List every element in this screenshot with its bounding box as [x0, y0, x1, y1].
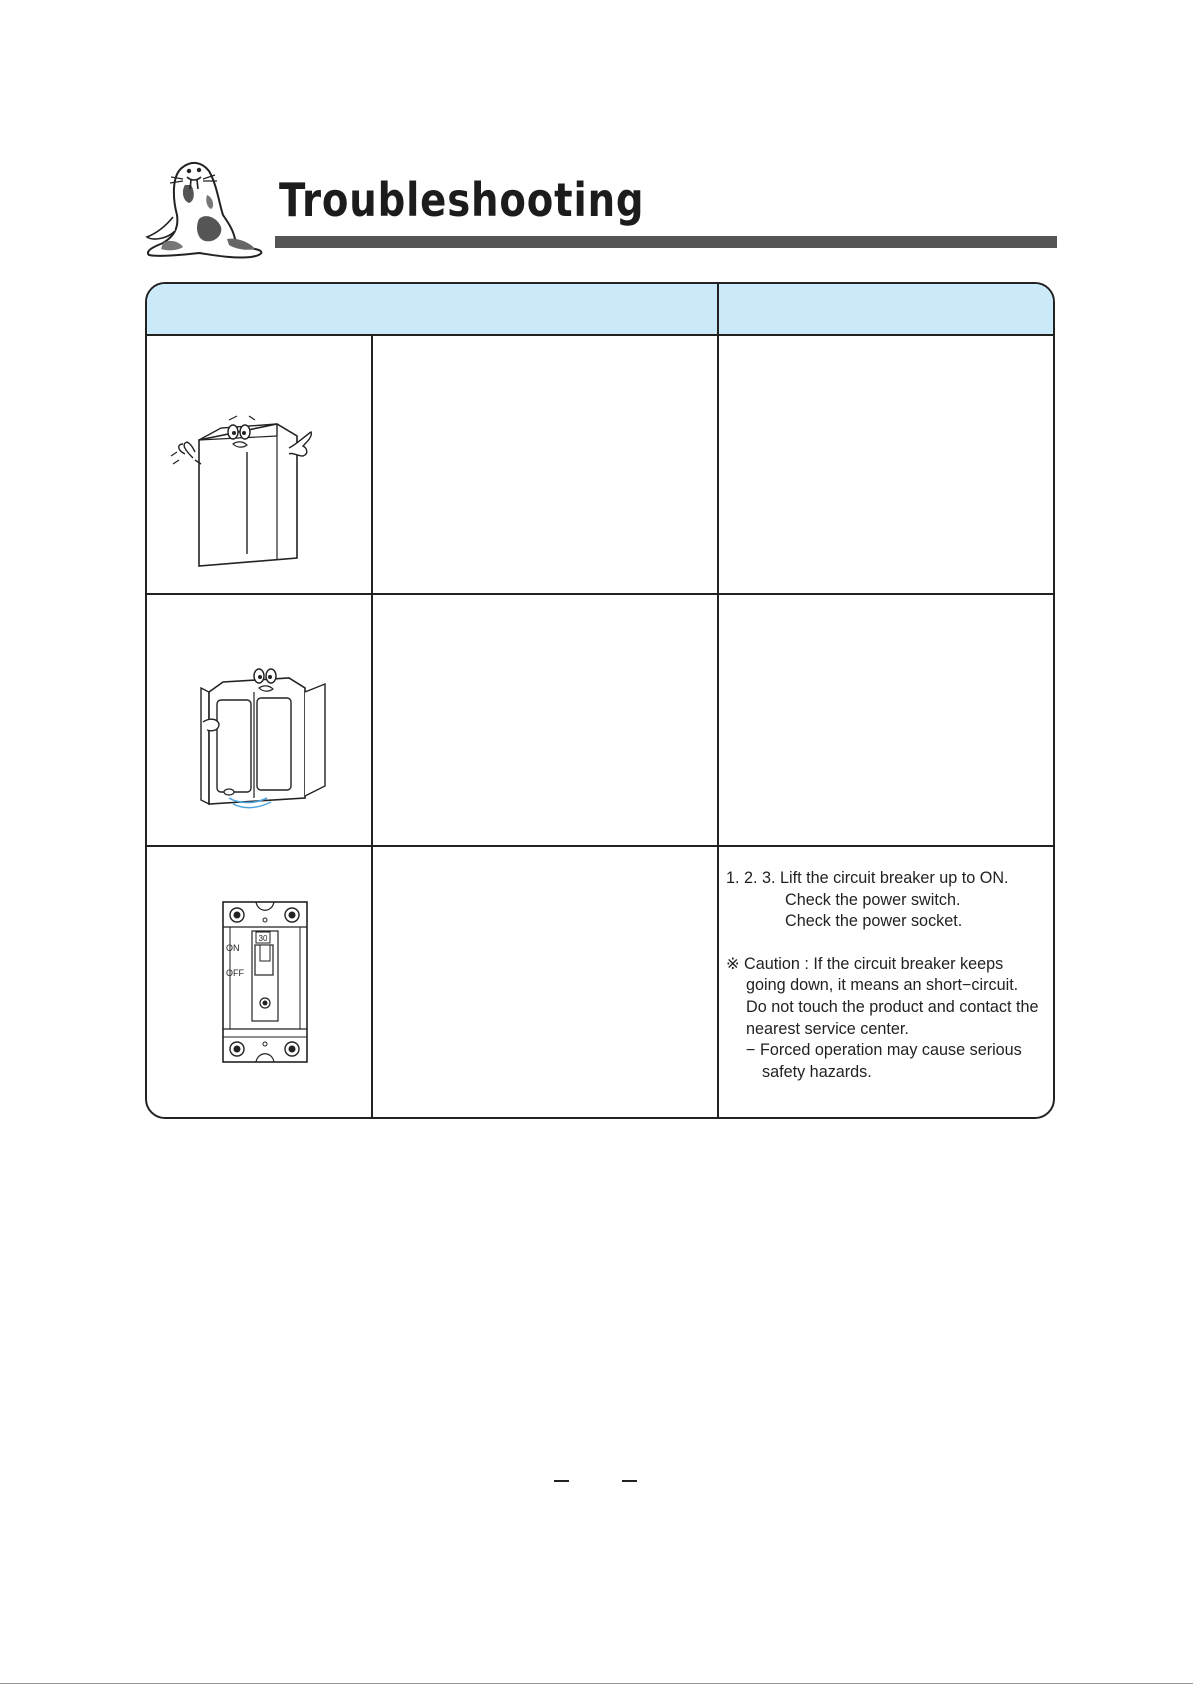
- solution-line: 1. 2. 3. Lift the circuit breaker up to ON.: [726, 869, 1009, 887]
- troubleshooting-table: [145, 282, 1055, 1119]
- page-number-dash: [622, 1480, 637, 1482]
- row-divider: [147, 593, 1053, 595]
- caution-line: nearest service center.: [746, 1019, 909, 1038]
- breaker-rating-label: 30: [258, 934, 268, 943]
- walrus-mascot-icon: [143, 155, 269, 261]
- solution-text-row-3: [726, 868, 1055, 1083]
- solution-line: Check the power socket.: [785, 912, 963, 931]
- breaker-off-label: OFF: [226, 968, 244, 978]
- line-spacer: [726, 933, 1055, 954]
- page-number-dash: [554, 1480, 569, 1482]
- refrigerator-open-leaking-icon: [179, 662, 329, 812]
- worried-refrigerator-icon: [165, 414, 315, 570]
- title-underline: [275, 236, 1057, 248]
- table-header-row: [147, 284, 1053, 336]
- page-number-area: [540, 1470, 660, 1490]
- caution-line: ※ Caution : If the circuit breaker keeps: [726, 954, 1004, 973]
- solution-line: Check the power switch.: [785, 890, 961, 909]
- page-bottom-rule: [0, 1683, 1193, 1684]
- page-header: [0, 0, 1193, 260]
- column-divider: [717, 284, 719, 1119]
- breaker-on-label: ON: [226, 943, 240, 953]
- column-divider: [371, 334, 373, 1119]
- caution-line: Do not touch the product and contact the: [746, 997, 1039, 1016]
- circuit-breaker-icon: [222, 901, 308, 1063]
- caution-line: − Forced operation may cause serious: [746, 1041, 1022, 1060]
- caution-line: safety hazards.: [762, 1062, 872, 1081]
- page-title: Troubleshooting: [279, 173, 645, 227]
- caution-line: going down, it means an short−circuit.: [746, 976, 1019, 995]
- row-divider: [147, 845, 1053, 847]
